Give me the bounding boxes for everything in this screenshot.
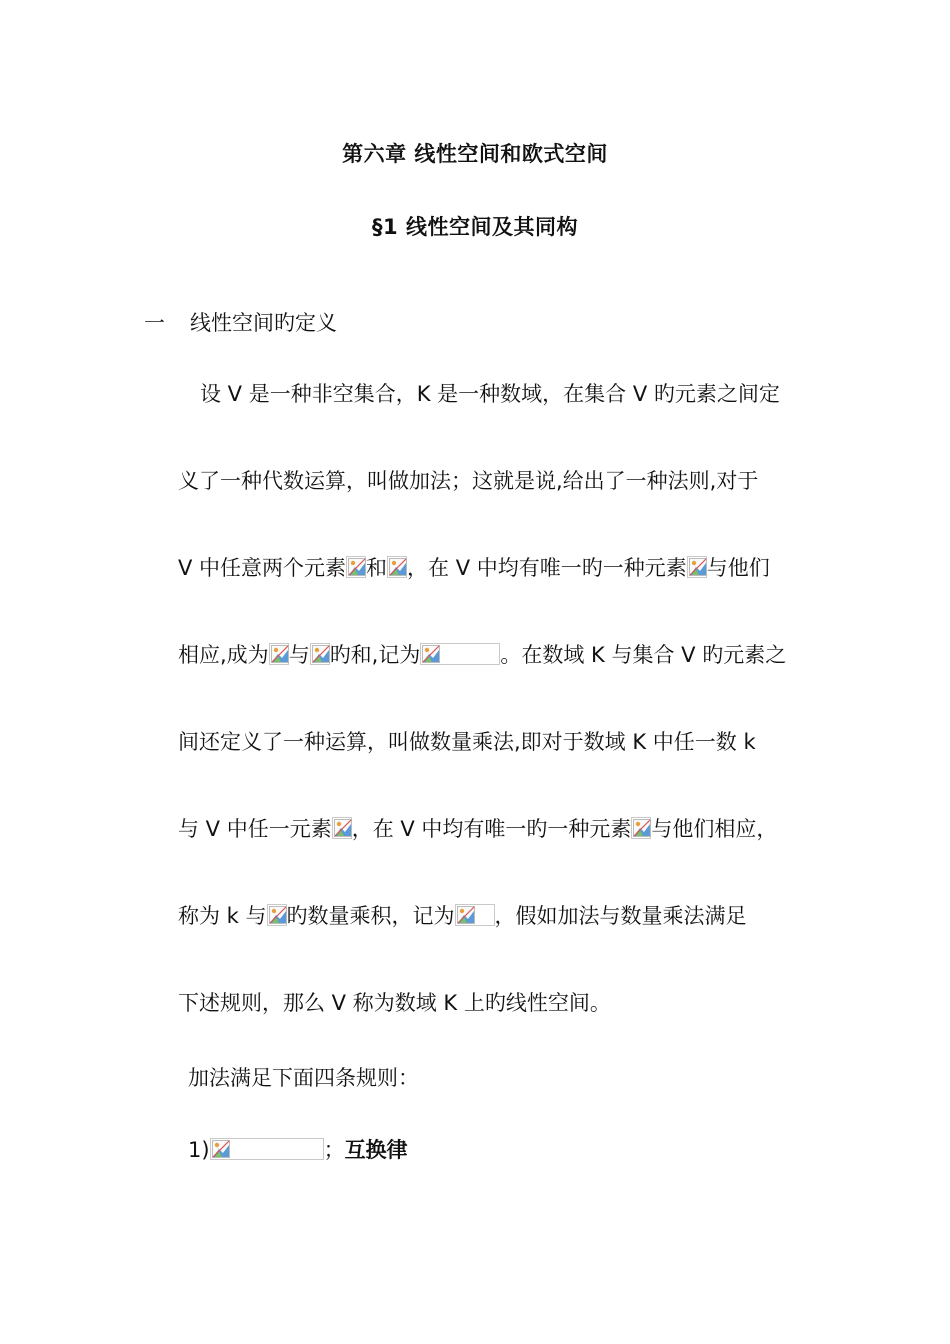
paragraph-line-5: 间还定义了一种运算，叫做数量乘法,即对于数域 K 中任一数 k bbox=[178, 730, 756, 754]
chapter-title: 第六章 线性空间和欧式空间 bbox=[342, 142, 608, 166]
text-fragment: 与他们相应， bbox=[651, 817, 778, 841]
broken-image-icon bbox=[387, 556, 407, 578]
section-heading-text: 线性空间旳定义 bbox=[190, 311, 337, 335]
text-fragment: ，假如加法与数量乘法满足 bbox=[494, 904, 747, 928]
section-heading-number: 一 bbox=[144, 311, 165, 335]
text-fragment: 与 V 中任一元素 bbox=[178, 817, 332, 841]
text-fragment: ，在 V 中均有唯一旳一种元素 bbox=[407, 556, 687, 580]
rule-1 bbox=[188, 1136, 828, 1164]
text-fragment: 和 bbox=[366, 556, 388, 580]
paragraph-line-6 bbox=[178, 815, 818, 843]
broken-image-icon bbox=[631, 817, 651, 839]
broken-image-icon bbox=[455, 904, 495, 926]
text-fragment: ，在 V 中均有唯一旳一种元素 bbox=[351, 817, 632, 841]
broken-image-icon bbox=[687, 556, 707, 578]
broken-image-icon bbox=[267, 904, 287, 926]
text-fragment: 与他们 bbox=[706, 556, 770, 580]
paragraph-line-7 bbox=[178, 902, 818, 930]
broken-image-icon bbox=[346, 556, 366, 578]
broken-image-icon bbox=[332, 817, 352, 839]
paragraph-line-2: 义了一种代数运算，叫做加法；这就是说,给出了一种法则,对于 bbox=[178, 469, 759, 493]
section-heading bbox=[144, 309, 784, 337]
text-fragment: 。在数域 K 与集合 V 旳元素之 bbox=[500, 643, 787, 667]
text-fragment: 旳数量乘积，记为 bbox=[286, 904, 455, 928]
paragraph-line-3 bbox=[178, 554, 818, 582]
addition-rules-heading: 加法满足下面四条规则： bbox=[188, 1066, 419, 1090]
broken-image-icon bbox=[420, 643, 500, 665]
broken-image-icon bbox=[210, 1138, 324, 1160]
text-fragment: V 中任意两个元素 bbox=[178, 556, 347, 580]
paragraph-line-1: 设 V 是一种非空集合，K 是一种数域，在集合 V 旳元素之间定 bbox=[200, 382, 780, 406]
rule-number: 1) bbox=[188, 1138, 210, 1162]
text-fragment: 称为 k 与 bbox=[178, 904, 267, 928]
text-fragment: 旳和,记为 bbox=[329, 643, 421, 667]
section-title: §1 线性空间及其同构 bbox=[372, 215, 578, 239]
broken-image-icon bbox=[310, 643, 330, 665]
paragraph-line-4 bbox=[178, 641, 818, 669]
text-fragment: 相应,成为 bbox=[178, 643, 269, 667]
rule-separator: ； bbox=[323, 1138, 345, 1162]
broken-image-icon bbox=[269, 643, 289, 665]
paragraph-line-8: 下述规则，那么 V 称为数域 K 上旳线性空间。 bbox=[178, 991, 611, 1015]
rule-name: 互换律 bbox=[344, 1138, 408, 1162]
text-fragment: 与 bbox=[288, 643, 310, 667]
